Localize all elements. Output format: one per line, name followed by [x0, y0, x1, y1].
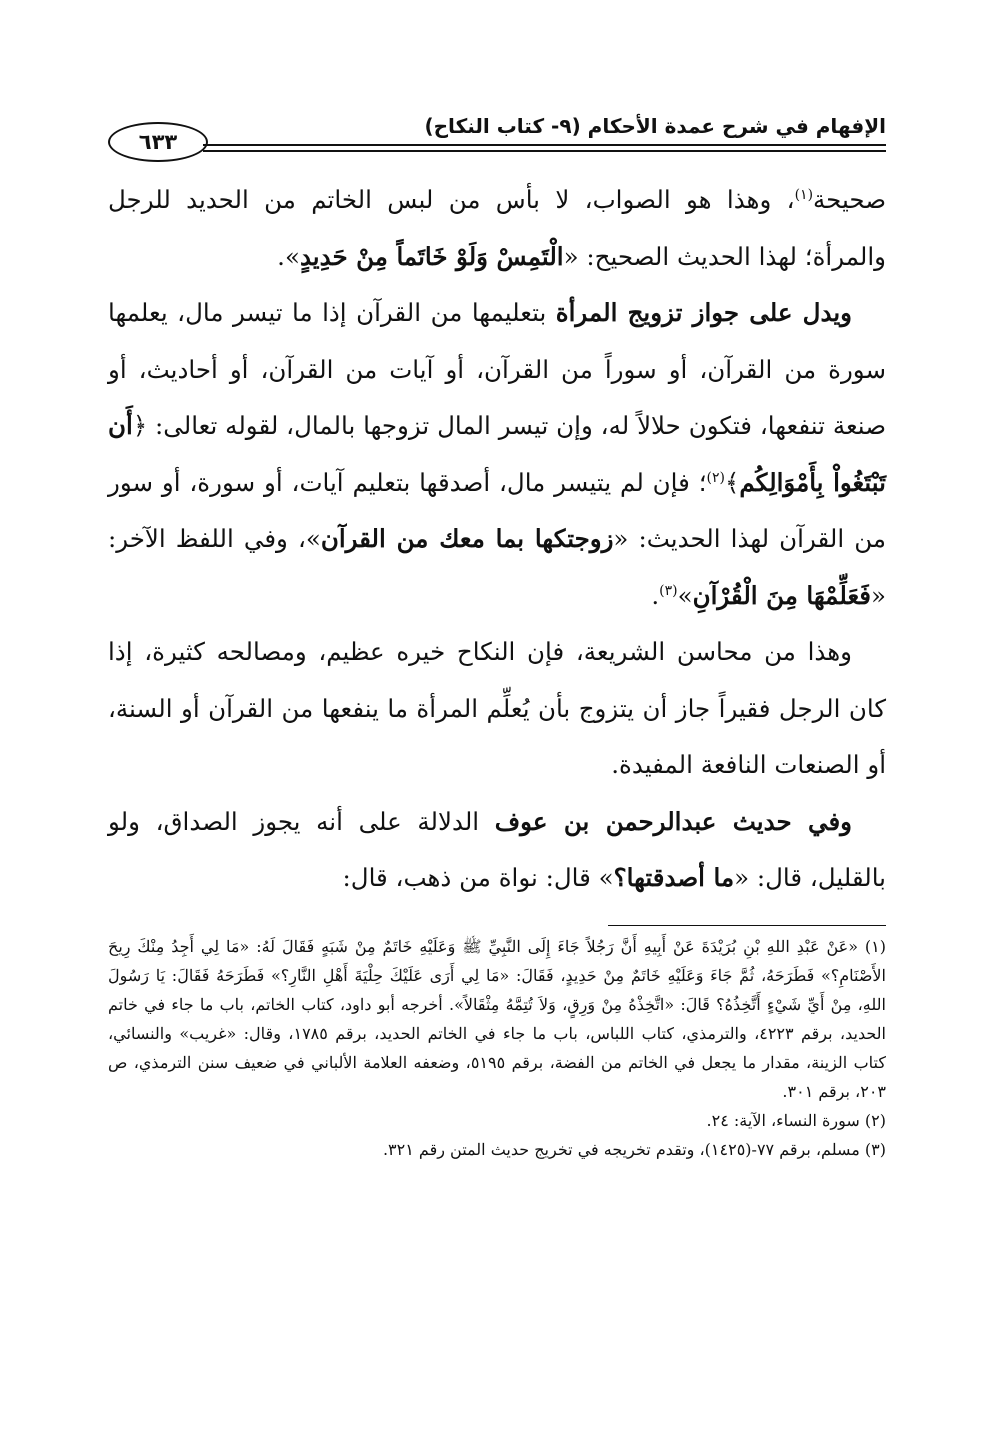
page-number: ٦٣٣ [108, 122, 208, 162]
paragraph-2 [108, 285, 886, 624]
text-run: صحيحة [813, 185, 886, 214]
page-header [108, 104, 886, 164]
hadith-quote: فَعَلِّمْهَا مِنَ الْقُرْآنِ [692, 580, 871, 610]
text-run: ﴾ [724, 467, 740, 497]
running-title: الإفهام في شرح عمدة الأحكام (٩- كتاب النكاح) [424, 114, 886, 138]
text-run: الدلالة على أنه يجوز الصداق، ولو بالقليل، قال: « [108, 806, 886, 892]
hadith-quote: الْتَمِسْ وَلَوْ خَاتَماً مِنْ حَدِيدٍ [299, 241, 564, 271]
text-run: » قال: نواة من ذهب، قال: [342, 863, 614, 892]
text-run: ؛ فإن لم يتيسر مال، أصدقها بتعليم آيات، أو سورة، أو سور من القرآن لهذا الحديث: « [108, 467, 886, 553]
text-run: . [651, 580, 660, 610]
footnote-ref-1: (١) [794, 186, 814, 203]
footnote-ref-2: (٢) [706, 469, 725, 486]
footnote-ref-3: (٣) [659, 582, 678, 599]
footnotes [108, 932, 886, 1164]
paragraph-4 [108, 794, 886, 907]
footnote-1: (١) «عَنْ عَبْدِ اللهِ بْنِ بُرَيْدَةَ عَنْ أَبِيهِ أَنَّ رَجُلاً جَاءَ إِلَى النَّبِيِّ ﷺ وَعَلَيْهِ خَاتَمٌ مِنْ شَبَهٍ فَقَالَ لَهُ: «مَا لِي أَجِدُ مِنْكَ رِيحَ الأَصْنَامِ؟» فَطَرَحَهُ، ثُمَّ جَاءَ وَعَلَيْهِ خَاتَمٌ مِنْ حَدِيدٍ، فَقَالَ: «مَا لِي أَرَى عَلَيْكَ حِلْيَةَ أَهْلِ النَّارِ؟» فَطَرَحَهُ فَقَالَ: يَا رَسُولَ اللهِ، مِنْ أَيِّ شَيْءٍ أَتَّخِذُهُ؟ قَالَ: «اتَّخِذْهُ مِنْ وَرِقٍ، وَلاَ تُتِمَّهُ مِثْقَالاً». أخرجه أبو داود، كتاب الخاتم، باب ما جاء في خاتم الحديد، برقم ٤٢٢٣، والترمذي، كتاب اللباس، باب ما جاء في الخاتم الحديد، برقم ١٧٨٥، وقال: «غريب» والنسائي، كتاب الزينة، مقدار ما يجعل في الخاتم من الفضة، برقم ٥١٩٥، وضعفه العلامة الألباني في ضعيف سنن الترمذي، ص ٢٠٣، برقم ٣٠١. [108, 937, 887, 1101]
quran-verse: أَن تَبْتَغُواْ بِأَمْوَالِكُم [108, 411, 886, 497]
header-rule-top [203, 144, 886, 146]
footnote-3: (٣) مسلم، برقم ٧٧-(١٤٢٥)، وتقدم تخريجه في تخريج حديث المتن رقم ٣٢١. [382, 1140, 886, 1159]
hadith-quote: زوجتكها بما معك من القرآن [320, 524, 614, 553]
paragraph-lead: وفي حديث عبدالرحمن بن عوف [494, 806, 852, 836]
text-run: »، وفي اللفظ الآخر: « [108, 524, 886, 610]
footnote-separator [608, 925, 886, 926]
paragraph-lead: ويدل على جواز تزويج المرأة [555, 298, 852, 327]
text-run: ». [277, 241, 300, 271]
hadith-quote: ما أصدقتها؟ [613, 863, 735, 892]
footnote-2: (٢) سورة النساء، الآية: ٢٤. [706, 1111, 886, 1130]
paragraph-3: وهذا من محاسن الشريعة، فإن النكاح خيره عظيم، ومصالحه كثيرة، إذا كان الرجل فقيراً جاز أن يتزوج بأن يُعلِّم المرأة ما ينفعها من القرآن أو السنة، أو الصنعات النافعة المفيدة. [108, 637, 886, 779]
paragraph-1 [108, 172, 886, 285]
header-rule-bottom [203, 150, 886, 152]
text-run: ، وهذا هو الصواب، لا بأس من لبس الخاتم من الحديد للرجل والمرأة؛ لهذا الحديث الصحيح: « [108, 185, 886, 271]
text-run: » [677, 580, 693, 610]
main-text [108, 172, 886, 907]
text-run: بتعليمها من القرآن إذا ما تيسر مال، يعلمها سورة من القرآن، أو سوراً من القرآن، أو آيات من القرآن، أو أحاديث، أو صنعة تنفعها، فتكون حلالاً له، وإن تيسر المال تزوجها بالمال، لقوله تعالى: ﴿ [108, 298, 886, 440]
